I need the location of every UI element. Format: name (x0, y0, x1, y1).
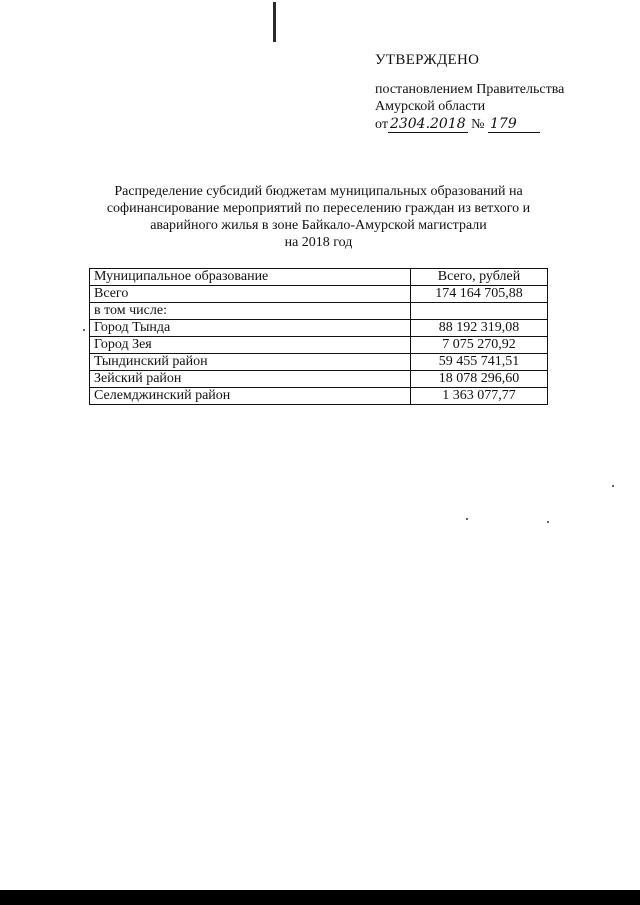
allocation-table (89, 268, 548, 405)
row-name: в том числе: (90, 303, 411, 320)
approval-block (375, 52, 595, 133)
row-name: Город Зея (90, 337, 411, 354)
row-value (411, 303, 548, 320)
table-row (90, 320, 548, 337)
approval-line-government: постановлением Правительства (375, 82, 565, 97)
table-row (90, 354, 548, 371)
handwritten-number: 179 (488, 116, 540, 133)
document-title (90, 183, 547, 251)
row-name: Город Тында (90, 320, 411, 337)
scan-speck (612, 485, 614, 487)
scan-bottom-edge (0, 890, 640, 905)
row-value: 18 078 296,60 (411, 371, 548, 388)
handwritten-date: 2304.2018 (389, 116, 466, 132)
approval-date-line (375, 116, 595, 133)
header-total-rubles: Всего, рублей (411, 269, 548, 286)
scan-speck (466, 518, 468, 520)
row-name: Селемджинский район (90, 388, 411, 405)
row-value: 59 455 741,51 (411, 354, 548, 371)
table-row (90, 371, 548, 388)
table-row (90, 337, 548, 354)
title-line-2: софинансирование мероприятий по переселению граждан из ветхого и (106, 201, 531, 216)
number-prefix: № (471, 117, 485, 132)
row-value: 7 075 270,92 (411, 337, 548, 354)
table-row (90, 286, 548, 303)
scan-speck (547, 521, 549, 523)
scan-top-mark (273, 2, 276, 42)
row-value: 174 164 705,88 (411, 286, 548, 303)
title-line-3: аварийного жилья в зоне Байкало-Амурской магистрали (150, 218, 487, 233)
table-row (90, 303, 548, 320)
date-prefix: от (375, 117, 388, 132)
header-municipality: Муниципальное образование (90, 269, 411, 286)
approval-line-region: Амурской области (375, 99, 486, 114)
row-value: 1 363 077,77 (411, 388, 548, 405)
table-row (90, 388, 548, 405)
approval-heading: УТВЕРЖДЕНО (375, 52, 480, 68)
title-line-1: Распределение субсидий бюджетам муниципальных образований на (114, 184, 523, 199)
table-header-row (90, 269, 548, 286)
scan-speck (83, 329, 85, 331)
row-name: Зейский район (90, 371, 411, 388)
title-line-4: на 2018 год (284, 235, 353, 250)
row-value: 88 192 319,08 (411, 320, 548, 337)
row-name: Тындинский район (90, 354, 411, 371)
row-name: Всего (90, 286, 411, 303)
